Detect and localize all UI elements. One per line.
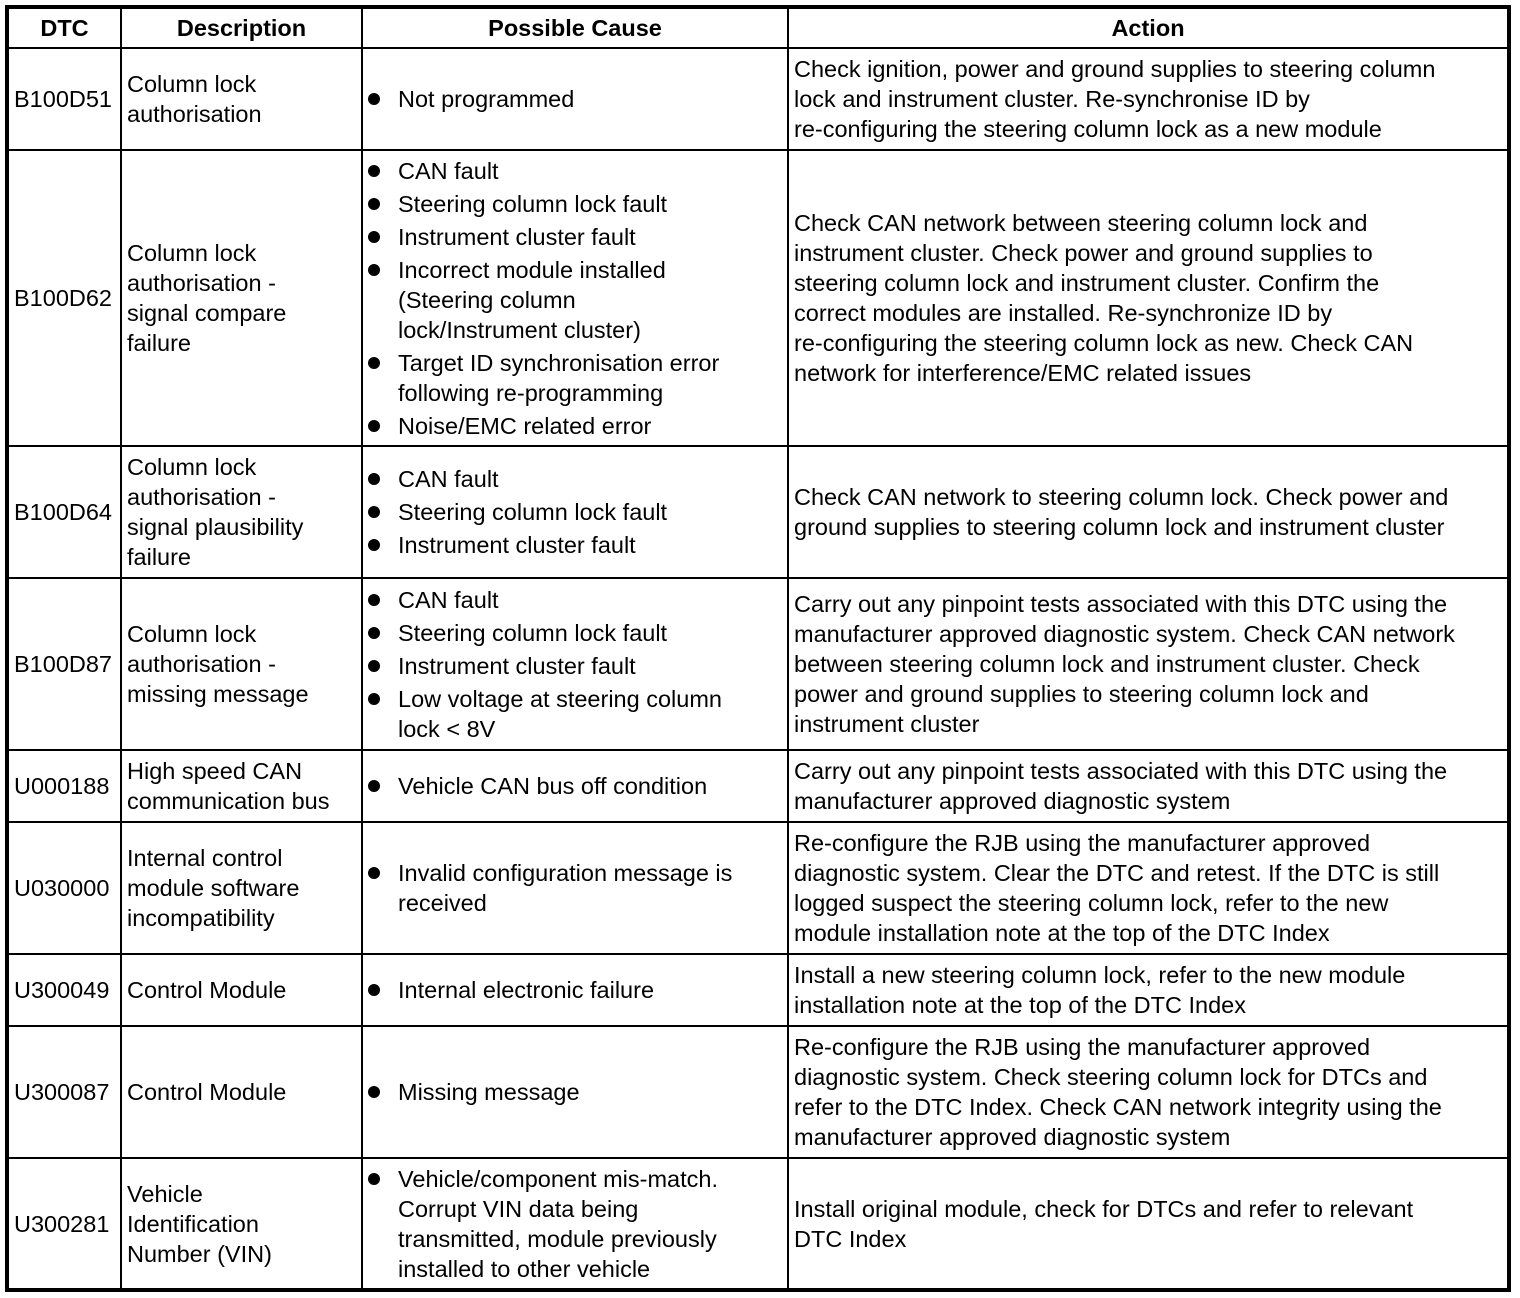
cause-item [368,348,782,408]
bullet-icon [368,780,380,792]
action-cell [788,750,1509,822]
action-line: module installation note at the top of the DTC Index [794,920,1330,946]
possible-cause-cell [362,750,788,822]
cause-list [368,156,782,441]
dtc-code: U300087 [7,1026,121,1158]
description-line: failure [127,544,192,570]
action-line: installation note at the top of the DTC Index [794,992,1246,1018]
description-line: authorisation - [127,651,276,677]
bullet-icon [368,506,380,518]
cause-line: CAN fault [398,466,499,492]
description-cell [121,48,362,150]
cause-line: Instrument cluster fault [398,652,636,679]
header-action: Action [788,7,1509,48]
action-line: Check CAN network between steering column lock and [794,210,1368,236]
description-line: failure [127,330,192,356]
action-line: between steering column lock and instrument cluster. Check [794,651,1420,677]
cause-list [368,464,782,560]
bullet-icon [368,539,380,551]
cause-line: Target ID synchronisation error [398,349,720,376]
cause-list [368,975,782,1005]
dtc-code: B100D51 [7,48,121,150]
description-cell [121,1158,362,1290]
table-row [7,1158,1509,1290]
bullet-icon [368,198,380,210]
cause-list [368,858,782,918]
table-row [7,822,1509,954]
cause-item [368,464,782,494]
action-cell [788,48,1509,150]
header-description: Description [121,7,362,48]
dtc-code: B100D87 [7,578,121,750]
cause-line: Low voltage at steering column [398,685,722,712]
dtc-code: B100D62 [7,150,121,446]
bullet-icon [368,867,380,879]
action-line: manufacturer approved diagnostic system [794,1124,1231,1150]
cause-line: lock/Instrument cluster) [398,316,641,343]
table-body [7,48,1509,1290]
cause-line: lock < 8V [398,715,496,742]
action-line: power and ground supplies to steering column lock and [794,681,1369,707]
bullet-icon [368,1173,380,1185]
table-row [7,750,1509,822]
cause-item [368,530,782,560]
cause-item [368,771,782,801]
cause-line: Incorrect module installed [398,256,666,283]
cause-item [368,858,782,918]
dtc-table [5,5,1511,1292]
cause-item [368,684,782,744]
bullet-icon [368,473,380,485]
header-row [7,7,1509,48]
action-line: manufacturer approved diagnostic system. Check CAN network [794,621,1455,647]
action-line: lock and instrument cluster. Re-synchronise ID by [794,86,1310,112]
bullet-icon [368,420,380,432]
description-cell [121,446,362,578]
cause-line: Noise/EMC related error [398,412,652,439]
description-line: Column lock [127,621,257,647]
action-line: Re-configure the RJB using the manufacturer approved [794,830,1371,856]
action-line: re-configuring the steering column lock as new. Check CAN [794,330,1414,356]
action-line: diagnostic system. Check steering column lock for DTCs and [794,1064,1428,1090]
action-cell [788,822,1509,954]
description-line: Control Module [127,1079,287,1105]
cause-line: received [398,890,487,916]
cause-line: transmitted, module previously [398,1225,717,1252]
dtc-code: B100D64 [7,446,121,578]
cause-line: Vehicle CAN bus off condition [398,773,708,799]
action-line: re-configuring the steering column lock as a new module [794,116,1382,142]
cause-line: Not programmed [398,86,575,112]
description-line: Column lock [127,454,257,480]
dtc-code: U000188 [7,750,121,822]
dtc-table-container [5,5,1511,1292]
description-line: authorisation - [127,484,276,510]
description-line: Column lock [127,240,257,266]
description-line: incompatibility [127,905,275,931]
action-line: logged suspect the steering column lock, refer to the new [794,890,1389,916]
description-line: Vehicle [127,1180,203,1207]
cause-list [368,1077,782,1107]
cause-line: Steering column lock fault [398,619,668,646]
action-line: diagnostic system. Clear the DTC and retest. If the DTC is still [794,860,1440,886]
cause-item [368,84,782,114]
possible-cause-cell [362,578,788,750]
possible-cause-cell [362,150,788,446]
description-line: authorisation - [127,270,276,296]
cause-line: CAN fault [398,586,499,613]
cause-list [368,585,782,744]
dtc-code: U300281 [7,1158,121,1290]
action-line: network for interference/EMC related issues [794,360,1252,386]
cause-item [368,411,782,441]
table-row [7,578,1509,750]
action-line: Re-configure the RJB using the manufacturer approved [794,1034,1371,1060]
table-row [7,150,1509,446]
description-line: authorisation [127,101,262,127]
possible-cause-cell [362,822,788,954]
action-line: Install original module, check for DTCs and refer to relevant [794,1195,1414,1222]
possible-cause-cell [362,48,788,150]
action-line: Check CAN network to steering column lock. Check power and [794,484,1449,510]
description-line: missing message [127,681,309,707]
description-line: High speed CAN [127,758,303,784]
cause-line: Steering column lock fault [398,499,668,525]
bullet-icon [368,231,380,243]
description-cell [121,954,362,1026]
cause-item [368,222,782,252]
action-cell [788,446,1509,578]
action-cell [788,578,1509,750]
possible-cause-cell [362,1026,788,1158]
action-cell [788,954,1509,1026]
bullet-icon [368,165,380,177]
cause-line: (Steering column [398,286,576,313]
cause-line: following re-programming [398,379,664,406]
cause-line: Instrument cluster fault [398,223,636,250]
cause-line: Missing message [398,1079,580,1105]
bullet-icon [368,660,380,672]
description-line: Identification [127,1210,259,1237]
description-cell [121,150,362,446]
action-cell [788,1158,1509,1290]
cause-item [368,255,782,345]
bullet-icon [368,627,380,639]
description-cell [121,822,362,954]
cause-line: Steering column lock fault [398,190,668,217]
action-line: manufacturer approved diagnostic system [794,788,1231,814]
cause-item [368,1164,782,1284]
header-possible-cause: Possible Cause [362,7,788,48]
action-line: Carry out any pinpoint tests associated with this DTC using the [794,758,1448,784]
cause-item [368,189,782,219]
bullet-icon [368,93,380,105]
cause-item [368,156,782,186]
dtc-code: U300049 [7,954,121,1026]
cause-line: Instrument cluster fault [398,532,636,558]
cause-line: installed to other vehicle [398,1255,651,1282]
cause-line: Internal electronic failure [398,977,655,1003]
bullet-icon [368,984,380,996]
description-line: signal compare [127,300,287,326]
action-cell [788,150,1509,446]
action-line: Install a new steering column lock, refer to the new module [794,962,1406,988]
cause-item [368,585,782,615]
description-line: module software [127,875,300,901]
action-line: Carry out any pinpoint tests associated with this DTC using the [794,591,1448,617]
bullet-icon [368,264,380,276]
action-line: steering column lock and instrument cluster. Confirm the [794,270,1380,296]
cause-item [368,1077,782,1107]
cause-item [368,975,782,1005]
bullet-icon [368,357,380,369]
description-line: Number (VIN) [127,1240,272,1267]
action-line: instrument cluster. Check power and ground supplies to [794,240,1373,266]
cause-item [368,618,782,648]
description-line: Column lock [127,71,257,97]
possible-cause-cell [362,446,788,578]
cause-item [368,651,782,681]
possible-cause-cell [362,1158,788,1290]
cause-list [368,771,782,801]
cause-item [368,497,782,527]
bullet-icon [368,693,380,705]
cause-line: Invalid configuration message is [398,860,733,886]
table-row [7,954,1509,1026]
action-line: refer to the DTC Index. Check CAN network integrity using the [794,1094,1442,1120]
possible-cause-cell [362,954,788,1026]
header-dtc: DTC [7,7,121,48]
table-row [7,1026,1509,1158]
description-line: Internal control [127,845,283,871]
cause-list [368,1164,782,1284]
action-line: DTC Index [794,1225,907,1252]
cause-line: Corrupt VIN data being [398,1195,639,1222]
table-row [7,48,1509,150]
description-line: signal plausibility [127,514,304,540]
description-cell [121,750,362,822]
bullet-icon [368,1086,380,1098]
action-line: instrument cluster [794,711,980,737]
description-cell [121,1026,362,1158]
bullet-icon [368,594,380,606]
action-line: Check ignition, power and ground supplies to steering column [794,56,1436,82]
dtc-code: U030000 [7,822,121,954]
cause-list [368,84,782,114]
action-line: ground supplies to steering column lock and instrument cluster [794,514,1445,540]
table-row [7,446,1509,578]
cause-line: CAN fault [398,157,499,184]
description-line: communication bus [127,788,330,814]
description-line: Control Module [127,977,287,1003]
action-cell [788,1026,1509,1158]
description-cell [121,578,362,750]
cause-line: Vehicle/component mis-match. [398,1165,719,1192]
action-line: correct modules are installed. Re-synchronize ID by [794,300,1333,326]
